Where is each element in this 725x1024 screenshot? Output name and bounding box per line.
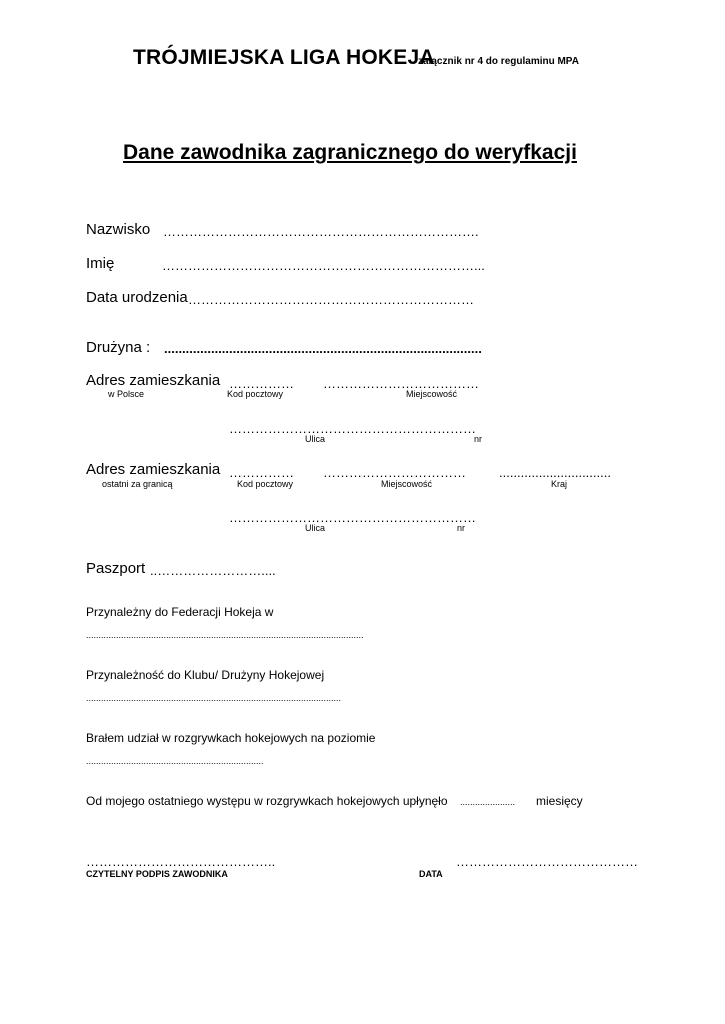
birth-date-field[interactable]: …………………………………………………………: [188, 292, 474, 307]
address-abroad-city-caption: Miejscowość: [381, 479, 433, 489]
address-abroad-label: Adres zamieszkania: [86, 461, 221, 478]
address-abroad-city-field[interactable]: ……………………………: [323, 465, 466, 480]
address-pl-no-caption: nr: [474, 434, 483, 444]
address-abroad-sublabel: ostatni za granicą: [102, 479, 173, 489]
passport-field[interactable]: ..……………………....: [150, 563, 276, 578]
address-pl-city-caption: Miejscowość: [406, 389, 458, 399]
date-caption: DATA: [419, 869, 443, 879]
club-label: Przynależność do Klubu/ Drużyny Hokejowej: [86, 668, 325, 682]
signature-field[interactable]: ……………………………………..: [86, 854, 276, 869]
last-game-field[interactable]: ......................: [460, 797, 516, 807]
league-title: TRÓJMIEJSKA LIGA HOKEJA: [133, 46, 435, 69]
address-pl-postal-caption: Kod pocztowy: [227, 389, 284, 399]
surname-field[interactable]: ……………………………………………………………….: [163, 224, 479, 239]
address-abroad-country-caption: Kraj: [551, 479, 568, 489]
address-abroad-street-field[interactable]: …………………………………………………: [229, 510, 476, 525]
address-pl-street-caption: Ulica: [305, 434, 326, 444]
address-pl-city-field[interactable]: ………………………………: [323, 376, 479, 391]
signature-caption: CZYTELNY PODPIS ZAWODNIKA: [86, 869, 228, 879]
first-name-field[interactable]: ………………………………………………………………...: [162, 258, 485, 273]
surname-label: Nazwisko: [86, 221, 151, 238]
address-pl-sublabel: w Polsce: [108, 389, 145, 399]
club-field[interactable]: ......................................................................................................: [86, 693, 342, 703]
federation-label: Przynależny do Federacji Hokeja w: [86, 605, 274, 619]
level-field[interactable]: .......................................................................: [86, 756, 264, 766]
address-abroad-no-caption: nr: [457, 523, 466, 533]
document-title: Dane zawodnika zagranicznego do weryfkacji: [123, 141, 577, 164]
address-abroad-country-field[interactable]: ...............................: [499, 465, 611, 480]
birth-date-label: Data urodzenia: [86, 289, 188, 306]
address-pl-label: Adres zamieszkania: [86, 372, 221, 389]
team-label: Drużyna :: [86, 339, 151, 356]
address-abroad-postal-caption: Kod pocztowy: [237, 479, 294, 489]
federation-field[interactable]: ...............................................................................................................: [86, 630, 364, 640]
last-game-label: Od mojego ostatniego występu w rozgrywkach hokejowych upłynęło: [86, 794, 448, 808]
date-field[interactable]: ……………………………………: [456, 854, 638, 869]
address-pl-postal-field[interactable]: ……………: [229, 376, 294, 391]
address-abroad-postal-field[interactable]: ……………: [229, 465, 294, 480]
last-game-unit: miesięcy: [536, 794, 583, 808]
address-pl-street-field[interactable]: …………………………………………………: [229, 421, 476, 436]
attachment-note: załącznik nr 4 do regulaminu MPA: [418, 56, 579, 67]
level-label: Brałem udział w rozgrywkach hokejowych na poziomie: [86, 731, 376, 745]
team-field[interactable]: ........................................................................................: [164, 341, 482, 356]
first-name-label: Imię: [86, 255, 115, 272]
address-abroad-street-caption: Ulica: [305, 523, 326, 533]
passport-label: Paszport: [86, 560, 146, 577]
